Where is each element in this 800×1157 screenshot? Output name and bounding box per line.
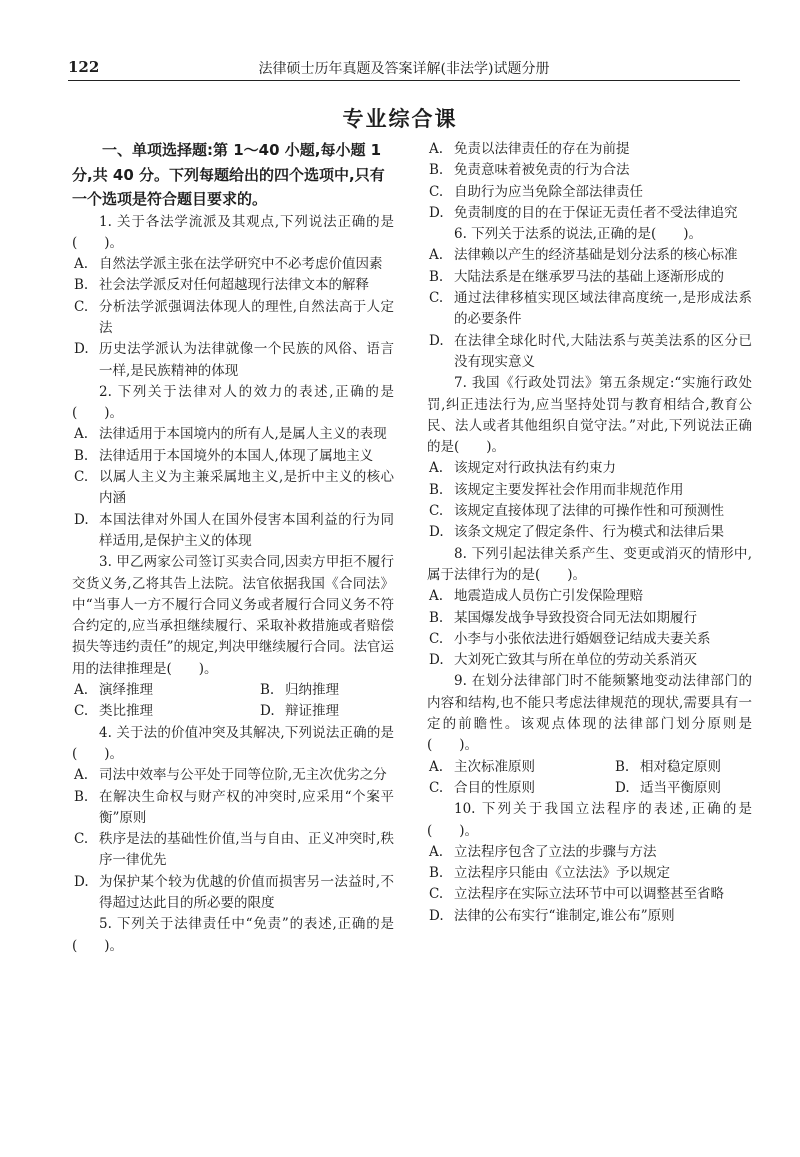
option-a: A. 法律适用于本国境内的所有人,是属人主义的表现 — [74, 426, 387, 443]
left-column — [72, 138, 394, 957]
options-row — [427, 757, 752, 778]
option-d: D. 历史法学派认为法律就像一个民族的风俗、语言一样,是民族精神的体现 — [74, 341, 394, 379]
question-stem: 8. 下列引起法律关系产生、变更或消灭的情形中,属于法律行为的是( )。 — [427, 545, 752, 583]
running-header — [68, 56, 740, 80]
option-c: C. 分析法学派强调法体现人的理性,自然法高于人定法 — [74, 298, 394, 336]
question-2 — [72, 382, 394, 552]
option-a: A. 该规定对行政执法有约束力 — [429, 460, 616, 477]
question-4 — [72, 723, 394, 915]
question-3 — [72, 552, 394, 722]
option-d: D. 辩证推理 — [260, 703, 339, 720]
question-9 — [427, 671, 752, 799]
question-stem: 2. 下列关于法律对人的效力的表述,正确的是( )。 — [72, 383, 394, 422]
option-d: D. 该条文规定了假定条件、行为模式和法律后果 — [429, 524, 724, 541]
option-b: B. 免责意味着被免责的行为合法 — [429, 162, 630, 179]
book-title: 法律硕士历年真题及答案详解(非法学)试题分册 — [258, 61, 550, 77]
option-d: D. 免责制度的目的在于保证无责任者不受法律追究 — [429, 204, 738, 221]
question-stem: 5. 下列关于法律责任中“免责”的表述,正确的是( )。 — [72, 916, 394, 954]
option-c: C. 类比推理 — [74, 703, 153, 720]
question-10 — [427, 799, 752, 927]
question-5 — [72, 914, 394, 957]
option-c: C. 自助行为应当免除全部法律责任 — [429, 183, 643, 200]
option-d: D. 适当平衡原则 — [615, 779, 721, 796]
option-b: B. 法律适用于本国境外的本国人,体现了属地主义 — [74, 447, 374, 464]
option-c: C. 秩序是法的基础性价值,当与自由、正义冲突时,秩序一律优先 — [74, 831, 394, 869]
option-a: A. 自然法学派主张在法学研究中不必考虑价值因素 — [74, 256, 383, 273]
option-c: C. 以属人主义为主兼采属地主义,是折中主义的核心内涵 — [74, 469, 394, 507]
question-8 — [427, 544, 752, 672]
option-d: D. 本国法律对外国人在国外侵害本国利益的行为同样适用,是保护主义的体现 — [74, 511, 394, 549]
option-d: D. 法律的公布实行“谁制定,谁公布”原则 — [429, 907, 675, 924]
page-number: 122 — [68, 58, 100, 76]
question-stem: 6. 下列关于法系的说法,正确的是( )。 — [454, 226, 702, 243]
question-stem: 7. 我国《行政处罚法》第五条规定:“实施行政处罚,纠正违法行为,应当坚持处罚与教育相结合,教育公民、法人或者其他组织自觉守法。”对此,下列说法正确的是( )。 — [427, 375, 752, 456]
option-b: B. 某国爆发战争导致投资合同无法如期履行 — [429, 609, 697, 626]
option-c: C. 该规定直接体现了法律的可操作性和可预测性 — [429, 503, 724, 520]
option-b: B. 社会法学派反对任何超越现行法律文本的解释 — [74, 277, 369, 294]
section-title: 专业综合课 — [342, 107, 458, 131]
option-c: C. 合目的性原则 — [429, 779, 535, 796]
question-7 — [427, 373, 752, 543]
question-1 — [72, 212, 394, 382]
option-d: D. 在法律全球化时代,大陆法系与英美法系的区分已没有现实意义 — [429, 332, 752, 370]
option-a: A. 主次标准原则 — [429, 758, 535, 775]
option-a: A. 法律赖以产生的经济基础是划分法系的核心标准 — [429, 247, 738, 264]
options-row — [72, 701, 394, 722]
option-a: A. 立法程序包含了立法的步骤与方法 — [429, 843, 657, 860]
question-stem: 1. 关于各法学流派及其观点,下列说法正确的是( )。 — [72, 213, 394, 251]
question-5-options — [427, 139, 752, 224]
part-heading: 一、单项选择题:第 1～40 小题,每小题 1 分,共 40 分。下列每题给出的四个选项中,只有一个选项是符合题目要求的。 — [72, 141, 385, 208]
option-b: B. 归纳推理 — [260, 682, 339, 699]
question-stem: 10. 下列关于我国立法程序的表述,正确的是( )。 — [427, 801, 752, 839]
question-6 — [427, 224, 752, 373]
header-rule — [68, 80, 740, 81]
options-row — [72, 680, 394, 701]
option-b: B. 立法程序只能由《立法法》予以规定 — [429, 865, 670, 882]
option-c: C. 立法程序在实际立法环节中可以调整甚至省略 — [429, 886, 724, 903]
option-b: B. 相对稳定原则 — [615, 758, 721, 775]
option-a: A. 免责以法律责任的存在为前提 — [429, 141, 630, 157]
option-d: D. 大刘死亡致其与所在单位的劳动关系消灭 — [429, 652, 697, 669]
question-stem: 3. 甲乙两家公司签订买卖合同,因卖方甲拒不履行交货义务,乙将其告上法院。法官依据我国《合同法》中“当事人一方不履行合同义务或者履行合同义务不符合约定的,应当承担继续履行、采取补救措施或者赔偿损失等违约责任”的规定,判决甲继续履行合同。法官运用的法律推理是( )。 — [72, 554, 394, 677]
option-c: C. 小李与小张依法进行婚姻登记结成夫妻关系 — [429, 630, 711, 647]
option-a: A. 司法中效率与公平处于同等位阶,无主次优劣之分 — [74, 767, 387, 784]
option-a: A. 地震造成人员伤亡引发保险理赔 — [429, 588, 643, 605]
option-a: A. 演绎推理 — [74, 682, 153, 699]
option-c: C. 通过法律移植实现区域法律高度统一,是形成法系的必要条件 — [429, 290, 752, 328]
question-stem: 4. 关于法的价值冲突及其解决,下列说法正确的是( )。 — [72, 724, 394, 762]
option-d: D. 为保护某个较为优越的价值而损害另一法益时,不得超过达此目的所必要的限度 — [74, 873, 394, 911]
option-b: B. 该规定主要发挥社会作用而非规范作用 — [429, 481, 684, 498]
options-row — [427, 778, 752, 799]
right-column — [427, 139, 752, 927]
option-b: B. 大陆法系是在继承罗马法的基础上逐渐形成的 — [429, 268, 724, 285]
question-stem: 9. 在划分法律部门时不能频繁地变动法律部门的内容和结构,也不能只考虑法律规范的现状,需要具有一定的前瞻性。该观点体现的法律部门划分原则是( )。 — [427, 673, 752, 754]
option-b: B. 在解决生命权与财产权的冲突时,应采用“个案平衡”原则 — [74, 788, 394, 826]
